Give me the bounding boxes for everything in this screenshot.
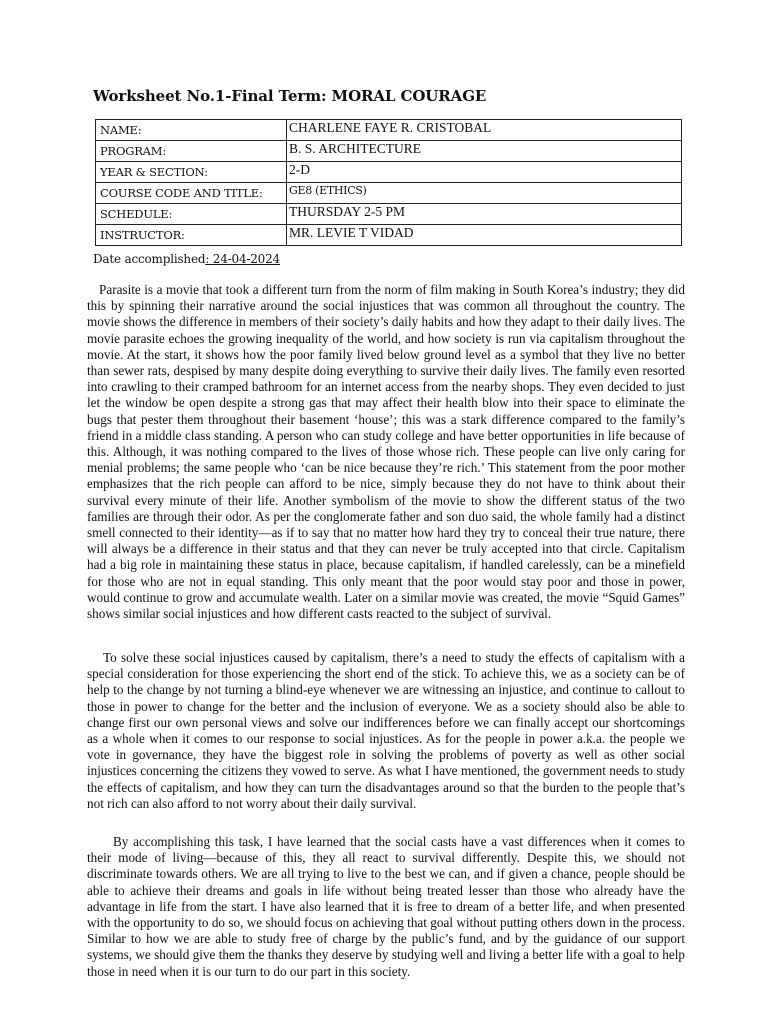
table-row bbox=[96, 162, 682, 183]
schedule-label: SCHEDULE: bbox=[96, 204, 287, 225]
student-info-table bbox=[95, 119, 682, 246]
year-section-label: YEAR & SECTION: bbox=[96, 162, 287, 183]
year-section-value: 2-D bbox=[287, 162, 682, 183]
worksheet-title: Worksheet No.1-Final Term: MORAL COURAGE bbox=[93, 87, 487, 105]
date-value: : 24-04-2024 bbox=[205, 252, 280, 266]
course-code-label: COURSE CODE AND TITLE: bbox=[96, 183, 287, 204]
table-row bbox=[96, 120, 682, 141]
paragraph-1: Parasite is a movie that took a different turn from the norm of film making in South Korea’s industry; they did this by spinning their narrative around the social injustices that was common all throughout the country. The movie shows the difference in members of their society’s daily habits and how they adapt to their daily lives. The movie parasite echoes the growing inequality of the world, and how society is run via capitalism throughout the movie. At the start, it shows how the poor family lived below ground level as a symbol that they live no better than sewer rats, despised by many despite doing everything to survive their daily lives. The family even resorted into crawling to their cramped bathroom for an internet access from the nearby shops. They even decided to just let the window be open despite a strong gas that may affect their health blow into their space to eliminate the bugs that pester them throughout their basement ‘house’; this was a stark difference compared to the family’s friend in a middle class standing. A person who can study college and have better opportunities in life because of this. Although, it was nothing compared to the lives of those whose rich. These people can live only caring for menial problems; the same people who ‘can be nice because they’re rich.’ This statement from the poor mother emphasizes that the rich people can afford to be nice, simply because they do not have to think about their survival every minute of their life. Another symbolism of the movie to show the different status of the two families are through their odor. As per the conglomerate father and son duo said, the whole family had a distinct smell connected to their identity—as if to say that no matter how hard they try to conceal their true nature, there will always be a difference in their status and that they can never be truly accepted into that circle. Capitalism had a big role in maintaining these status in place, because capitalism, if handled carelessly, can be a minefield for those who are not in equal standing. This only meant that the poor would stay poor and those in power, would continue to grow and accumulate wealth. Later on a similar movie was created, the movie “Squid Games” shows similar social injustices and how different casts reacted to the subject of survival. bbox=[87, 282, 685, 622]
program-label: PROGRAM: bbox=[96, 141, 287, 162]
name-label: NAME: bbox=[96, 120, 287, 141]
table-row bbox=[96, 141, 682, 162]
instructor-label: INSTRUCTOR: bbox=[96, 225, 287, 246]
table-row bbox=[96, 225, 682, 246]
table-row bbox=[96, 183, 682, 204]
date-label: Date accomplished bbox=[93, 252, 206, 266]
instructor-value: MR. LEVIE T VIDAD bbox=[287, 225, 682, 246]
table-row bbox=[96, 204, 682, 225]
schedule-value: THURSDAY 2-5 PM bbox=[287, 204, 682, 225]
program-value: B. S. ARCHITECTURE bbox=[287, 141, 682, 162]
course-code-value: GE8 (ETHICS) bbox=[287, 183, 682, 204]
name-value: CHARLENE FAYE R. CRISTOBAL bbox=[287, 120, 682, 141]
date-accomplished bbox=[93, 252, 280, 266]
paragraph-2: To solve these social injustices caused by capitalism, there’s a need to study the effects of capitalism with a special consideration for those experiencing the short end of the stick. To achieve this, we as a society can be of help to the change by not turning a blind-eye whenever we are witnessing an injustice, and continue to callout to those in power to change for the better and the inclusion of everyone. We as a society should also be able to change first our own personal views and solve our indifferences before we can finally accept our shortcomings as a whole when it comes to our response to social injustices. As for the people in power a.k.a. the people we vote in governance, they have the biggest role in solving the problems of poverty as well as other social injustices concerning the citizens they vowed to serve. As what I have mentioned, the government needs to study the effects of capitalism, and how they can turn the disadvantages around so that the burden to the people that’s not rich can also afford to not worry about their daily survival. bbox=[87, 650, 685, 811]
paragraph-3: By accomplishing this task, I have learned that the social casts have a vast differences when it comes to their mode of living—because of this, they all react to survival differently. Despite this, we should not discriminate towards others. We are all trying to live to the best we can, and if given a chance, people should be able to achieve their dreams and goals in life without being treated lesser than those who already have the advantage in life from the start. I have also learned that it is free to dream of a better life, and when presented with the opportunity to do so, we should focus on achieving that goal without putting others down in the process. Similar to how we are able to study free of charge by the public’s fund, and by the guidance of our support systems, we should give them the thanks they deserve by studying well and living a better life with a goal to help those in need when it is our turn to do our part in this society. bbox=[87, 834, 685, 979]
